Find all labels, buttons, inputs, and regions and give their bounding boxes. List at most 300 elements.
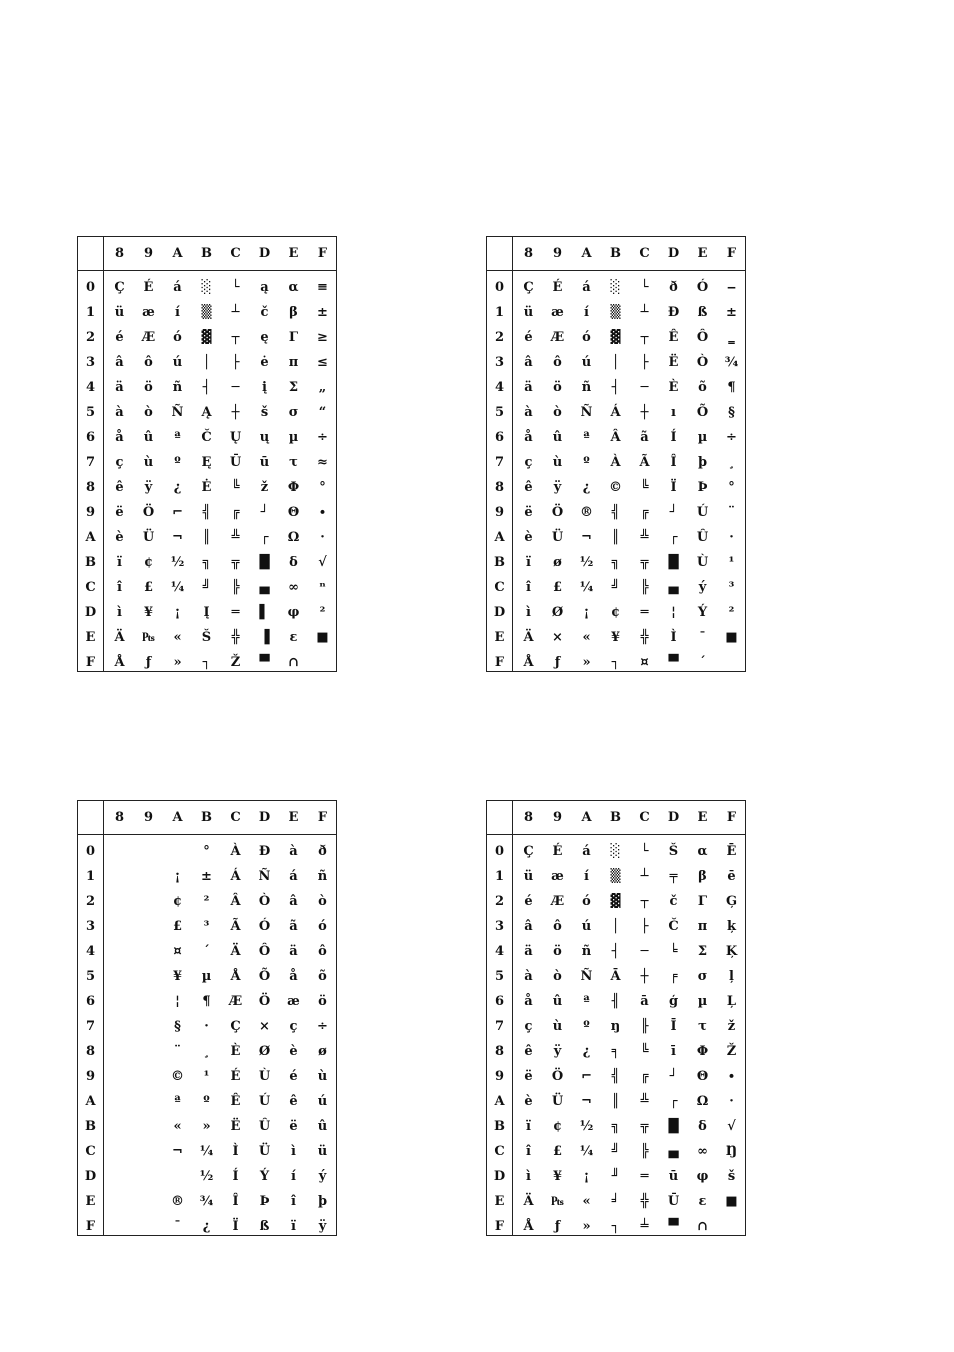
char-cell: ∙ bbox=[319, 505, 326, 520]
char-cell: · bbox=[204, 1019, 209, 1034]
char-cell: ® bbox=[580, 505, 593, 520]
char-cell: Ñ bbox=[580, 405, 593, 420]
char-cell: À bbox=[230, 844, 241, 859]
char-cell: É bbox=[552, 844, 563, 859]
char-cell: ┘ bbox=[260, 505, 269, 520]
char-cell bbox=[105, 1189, 134, 1214]
char-cell: į bbox=[262, 380, 267, 395]
char-cell: § bbox=[728, 405, 735, 420]
char-cell: « bbox=[582, 630, 591, 645]
char-cell: ë bbox=[289, 1119, 298, 1134]
char-cell: à bbox=[289, 844, 298, 859]
char-cell: Ų bbox=[229, 430, 242, 445]
char-cell: ù bbox=[552, 1019, 563, 1034]
char-cell: ≥ bbox=[317, 330, 328, 345]
char-cell: ╔ bbox=[640, 1069, 649, 1084]
char-cell: ╦ bbox=[640, 555, 649, 570]
char-cell: ∩ bbox=[697, 1219, 708, 1234]
char-cell: ╘ bbox=[669, 944, 678, 959]
char-cell: ß bbox=[259, 1219, 270, 1234]
char-cell: ÿ bbox=[144, 480, 153, 495]
row-header: D bbox=[84, 605, 97, 620]
row-header: 4 bbox=[85, 944, 96, 959]
char-cell: ╣ bbox=[611, 505, 620, 520]
char-cell: ┼ bbox=[640, 969, 649, 984]
char-cell: ╣ bbox=[611, 1069, 620, 1084]
char-cell bbox=[134, 1039, 163, 1064]
column-header: C bbox=[639, 810, 650, 825]
char-cell: £ bbox=[552, 1144, 563, 1159]
char-cell: í bbox=[291, 1169, 296, 1184]
char-cell: ù bbox=[143, 455, 154, 470]
char-cell: º bbox=[583, 455, 590, 470]
char-cell: ´ bbox=[203, 944, 210, 959]
row-header: A bbox=[85, 530, 96, 545]
char-cell: ü bbox=[317, 1144, 328, 1159]
char-cell: ó bbox=[582, 894, 591, 909]
char-cell: ╝ bbox=[202, 580, 211, 595]
char-cell bbox=[134, 1139, 163, 1164]
row-header: 0 bbox=[85, 844, 96, 859]
char-cell: ù bbox=[317, 1069, 328, 1084]
char-cell: ¬ bbox=[581, 530, 592, 545]
char-cell: à bbox=[524, 405, 533, 420]
char-cell: σ bbox=[288, 405, 299, 420]
char-cell: ┌ bbox=[260, 530, 269, 545]
char-cell: ─ bbox=[640, 944, 649, 959]
char-cell: ¿ bbox=[202, 1219, 211, 1234]
char-cell: ╠ bbox=[231, 580, 240, 595]
char-cell: ╛ bbox=[611, 1194, 620, 1209]
char-cell: þ bbox=[317, 1194, 328, 1209]
char-cell: ½ bbox=[579, 555, 594, 570]
char-cell: ŋ bbox=[610, 1019, 621, 1034]
char-cell: ╦ bbox=[640, 1119, 649, 1134]
char-cell: ý bbox=[318, 1169, 327, 1184]
char-cell: Í bbox=[670, 430, 677, 445]
char-cell: Ê bbox=[230, 1094, 241, 1109]
char-cell: Ė bbox=[201, 480, 212, 495]
char-cell: ì bbox=[526, 1169, 531, 1184]
row-header: 5 bbox=[494, 969, 505, 984]
char-cell bbox=[163, 839, 192, 864]
char-cell: ╬ bbox=[640, 1194, 649, 1209]
char-cell: Ã bbox=[230, 919, 241, 934]
char-cell: ò bbox=[144, 405, 153, 420]
char-cell: Ω bbox=[696, 1094, 709, 1109]
char-cell: ¼ bbox=[579, 580, 594, 595]
char-cell: Ñ bbox=[258, 869, 271, 884]
char-cell: Å bbox=[523, 1219, 534, 1234]
char-cell: Ķ bbox=[725, 944, 738, 959]
char-cell: Ü bbox=[551, 1094, 564, 1109]
char-cell: ║ bbox=[611, 530, 620, 545]
char-cell: ė bbox=[260, 355, 269, 370]
char-cell: Š bbox=[201, 630, 212, 645]
row-header: D bbox=[493, 605, 506, 620]
char-cell: ║ bbox=[611, 1094, 620, 1109]
char-cell: Ç bbox=[523, 844, 534, 859]
char-cell: Æ bbox=[550, 330, 565, 345]
char-cell: Ú bbox=[696, 505, 709, 520]
char-cell: ƒ bbox=[554, 655, 561, 670]
char-cell: Ą bbox=[201, 405, 212, 420]
char-cell: å bbox=[524, 994, 533, 1009]
char-cell: Û bbox=[696, 530, 709, 545]
row-header: 4 bbox=[494, 944, 505, 959]
char-cell: ÷ bbox=[726, 430, 737, 445]
row-header: 2 bbox=[85, 894, 96, 909]
char-cell: Õ bbox=[696, 405, 709, 420]
char-cell: í bbox=[584, 305, 589, 320]
char-cell: ¹ bbox=[728, 555, 735, 570]
char-cell: ╒ bbox=[669, 969, 678, 984]
char-cell: ä bbox=[524, 380, 533, 395]
char-cell: ļ bbox=[729, 969, 734, 984]
char-cell: ä bbox=[289, 944, 298, 959]
char-cell: Ω bbox=[287, 530, 300, 545]
char-cell: │ bbox=[611, 355, 620, 370]
row-header: 6 bbox=[494, 994, 505, 1009]
char-cell: Ê bbox=[668, 330, 679, 345]
char-cell: ┬ bbox=[231, 330, 240, 345]
char-cell: ‗ bbox=[728, 330, 735, 345]
char-cell: ¦ bbox=[671, 605, 676, 620]
row-header: C bbox=[494, 1144, 505, 1159]
char-cell: Ö bbox=[551, 1069, 564, 1084]
char-cell: ¨ bbox=[728, 505, 735, 520]
char-cell: ═ bbox=[640, 1169, 649, 1184]
char-cell: Ö bbox=[551, 505, 564, 520]
char-cell: δ bbox=[289, 555, 298, 570]
char-cell: ¿ bbox=[173, 480, 182, 495]
char-cell: á bbox=[289, 869, 298, 884]
char-cell: č bbox=[260, 305, 269, 320]
row-header: C bbox=[494, 580, 505, 595]
row-header: F bbox=[494, 1219, 505, 1234]
char-cell: Þ bbox=[697, 480, 708, 495]
row-header: 9 bbox=[494, 1069, 505, 1084]
char-cell: ß bbox=[697, 305, 708, 320]
char-cell: Γ bbox=[288, 330, 299, 345]
char-cell: ô bbox=[144, 355, 153, 370]
char-cell: ┤ bbox=[611, 944, 620, 959]
column-header: D bbox=[258, 246, 271, 261]
char-cell: ¨ bbox=[174, 1044, 181, 1059]
char-cell: ■ bbox=[316, 630, 329, 645]
char-cell: ₧ bbox=[142, 630, 155, 645]
char-cell bbox=[105, 1164, 134, 1189]
char-cell bbox=[105, 964, 134, 989]
column-header: D bbox=[667, 246, 680, 261]
char-cell: µ bbox=[697, 430, 708, 445]
char-cell: Ü bbox=[142, 530, 155, 545]
char-cell: ├ bbox=[640, 355, 649, 370]
char-cell: φ bbox=[287, 605, 300, 620]
char-cell: ö bbox=[144, 380, 153, 395]
char-cell: ┐ bbox=[611, 1219, 620, 1234]
row-header: 7 bbox=[494, 1019, 505, 1034]
char-cell: ├ bbox=[231, 355, 240, 370]
char-cell: ¾ bbox=[724, 355, 739, 370]
row-header: B bbox=[85, 555, 96, 570]
column-header: A bbox=[581, 246, 592, 261]
char-cell: ┌ bbox=[669, 530, 678, 545]
char-cell: î bbox=[526, 1144, 531, 1159]
char-cell: ž bbox=[727, 1019, 736, 1034]
char-cell: Ē bbox=[726, 844, 737, 859]
char-cell: ° bbox=[203, 844, 210, 859]
char-cell: Ü bbox=[551, 530, 564, 545]
char-cell: » bbox=[202, 1119, 211, 1134]
char-cell: £ bbox=[172, 919, 183, 934]
char-cell: ¤ bbox=[173, 944, 182, 959]
char-cell bbox=[105, 1014, 134, 1039]
column-header: 9 bbox=[552, 246, 563, 261]
char-cell: £ bbox=[552, 580, 563, 595]
char-cell: à bbox=[524, 969, 533, 984]
char-cell: ╩ bbox=[640, 1094, 649, 1109]
row-header: 9 bbox=[85, 1069, 96, 1084]
char-cell: ╣ bbox=[202, 505, 211, 520]
char-cell: ╤ bbox=[669, 869, 678, 884]
char-cell: ╬ bbox=[231, 630, 240, 645]
char-cell: Φ bbox=[696, 1044, 709, 1059]
char-cell bbox=[134, 889, 163, 914]
char-cell: Σ bbox=[697, 944, 708, 959]
row-header: F bbox=[494, 655, 505, 670]
char-cell: ┘ bbox=[669, 505, 678, 520]
char-cell: º bbox=[203, 1094, 210, 1109]
char-cell: π bbox=[288, 355, 299, 370]
char-cell: ▒ bbox=[610, 869, 621, 884]
char-cell: α bbox=[288, 280, 299, 295]
char-cell: Í bbox=[232, 1169, 239, 1184]
char-cell: Θ bbox=[696, 1069, 709, 1084]
char-cell: ¸ bbox=[728, 455, 735, 470]
char-cell: ê bbox=[289, 1094, 298, 1109]
char-cell: ² bbox=[319, 605, 326, 620]
char-cell: Ï bbox=[670, 480, 677, 495]
char-cell: â bbox=[524, 919, 533, 934]
char-cell: â bbox=[524, 355, 533, 370]
row-header: 0 bbox=[494, 844, 505, 859]
char-cell: ▓ bbox=[610, 330, 621, 345]
char-cell: ╩ bbox=[640, 530, 649, 545]
char-cell: ę bbox=[260, 330, 269, 345]
char-cell: └ bbox=[231, 280, 240, 295]
char-cell: ▄ bbox=[668, 1144, 679, 1159]
char-cell: í bbox=[175, 305, 180, 320]
char-cell: ┴ bbox=[640, 869, 649, 884]
char-cell: Ç bbox=[230, 1019, 241, 1034]
char-cell: ó bbox=[318, 919, 327, 934]
char-cell: ∙ bbox=[728, 1069, 735, 1084]
char-cell: Ù bbox=[258, 1069, 271, 1084]
char-cell: “ bbox=[318, 405, 327, 420]
char-cell: ± bbox=[201, 869, 212, 884]
column-header: B bbox=[201, 246, 212, 261]
char-cell: ñ bbox=[317, 869, 328, 884]
char-cell: î bbox=[117, 580, 122, 595]
row-header: 7 bbox=[85, 1019, 96, 1034]
column-header: D bbox=[667, 810, 680, 825]
char-cell: ¼ bbox=[199, 1144, 214, 1159]
char-cell: ≤ bbox=[317, 355, 328, 370]
char-cell bbox=[163, 1164, 192, 1189]
char-cell: ª bbox=[583, 994, 590, 1009]
column-header: A bbox=[581, 810, 592, 825]
char-cell: Ì bbox=[232, 1144, 239, 1159]
char-cell: ą bbox=[260, 280, 269, 295]
char-cell: ï bbox=[117, 555, 122, 570]
column-header-divider bbox=[487, 270, 745, 271]
char-cell: ¡ bbox=[583, 1169, 590, 1184]
char-cell: æ bbox=[287, 994, 300, 1009]
char-cell: ç bbox=[115, 455, 124, 470]
char-cell: Ø bbox=[551, 605, 564, 620]
char-cell: ╠ bbox=[640, 580, 649, 595]
char-cell bbox=[105, 864, 134, 889]
char-cell: Š bbox=[668, 844, 679, 859]
char-cell: š bbox=[260, 405, 269, 420]
char-cell: ķ bbox=[726, 919, 736, 934]
char-cell: ° bbox=[319, 480, 326, 495]
char-cell: └ bbox=[640, 280, 649, 295]
char-cell: ┤ bbox=[611, 380, 620, 395]
char-cell: ¶ bbox=[727, 380, 736, 395]
char-cell bbox=[134, 914, 163, 939]
char-cell: ³ bbox=[728, 580, 735, 595]
char-cell: ü bbox=[523, 305, 534, 320]
char-cell: û bbox=[552, 430, 563, 445]
char-cell: ┘ bbox=[669, 1069, 678, 1084]
char-cell: ╧ bbox=[640, 1219, 649, 1234]
char-cell: ô bbox=[553, 355, 562, 370]
char-cell: ¡ bbox=[583, 605, 590, 620]
char-cell: µ bbox=[697, 994, 708, 1009]
char-cell: ª bbox=[583, 430, 590, 445]
char-cell: ñ bbox=[581, 380, 592, 395]
char-cell: á bbox=[582, 280, 591, 295]
char-cell: ģ bbox=[668, 994, 679, 1009]
row-header: 6 bbox=[85, 430, 96, 445]
char-cell: » bbox=[173, 655, 182, 670]
char-cell: ı bbox=[671, 405, 676, 420]
char-cell: ┴ bbox=[640, 305, 649, 320]
char-cell: ┐ bbox=[611, 655, 620, 670]
char-cell: û bbox=[143, 430, 154, 445]
column-header: 8 bbox=[523, 810, 534, 825]
char-cell: û bbox=[552, 994, 563, 1009]
char-cell: ü bbox=[523, 869, 534, 884]
row-header: 8 bbox=[494, 480, 505, 495]
row-header: D bbox=[84, 1169, 97, 1184]
char-cell: Ù bbox=[696, 555, 709, 570]
char-cell: ½ bbox=[199, 1169, 214, 1184]
char-cell: Ï bbox=[232, 1219, 239, 1234]
row-header: 8 bbox=[85, 480, 96, 495]
char-cell: Ģ bbox=[725, 894, 738, 909]
column-header: F bbox=[726, 246, 737, 261]
char-cell: æ bbox=[551, 869, 564, 884]
char-cell: ª bbox=[174, 1094, 181, 1109]
char-cell: ┴ bbox=[231, 305, 240, 320]
code-page-table-4 bbox=[486, 800, 746, 1236]
column-header: D bbox=[258, 810, 271, 825]
char-cell: ª bbox=[174, 430, 181, 445]
char-cell: ε bbox=[289, 630, 298, 645]
char-cell bbox=[134, 939, 163, 964]
row-header: 8 bbox=[494, 1044, 505, 1059]
char-cell: · bbox=[729, 530, 734, 545]
char-cell: ² bbox=[203, 894, 210, 909]
char-cell: ╔ bbox=[640, 505, 649, 520]
char-cell: ÿ bbox=[553, 1044, 562, 1059]
row-header: E bbox=[85, 1194, 96, 1209]
char-cell: á bbox=[173, 280, 182, 295]
row-header: E bbox=[494, 630, 505, 645]
char-cell: ╝ bbox=[611, 1144, 620, 1159]
char-cell: Ò bbox=[258, 894, 271, 909]
char-cell: ¬ bbox=[172, 1144, 183, 1159]
row-header: 1 bbox=[494, 305, 505, 320]
char-cell: ┤ bbox=[202, 380, 211, 395]
row-header: 1 bbox=[494, 869, 505, 884]
char-cell: ┐ bbox=[202, 655, 211, 670]
row-header: 3 bbox=[85, 355, 96, 370]
char-cell: é bbox=[289, 1069, 298, 1084]
column-header: B bbox=[610, 810, 621, 825]
char-cell: ø bbox=[553, 555, 562, 570]
char-cell: Ī bbox=[670, 1019, 677, 1034]
char-cell: Õ bbox=[258, 969, 271, 984]
char-cell: Ę bbox=[201, 455, 212, 470]
char-cell: É bbox=[143, 280, 154, 295]
char-cell: Ū bbox=[667, 1194, 680, 1209]
char-cell: î bbox=[526, 580, 531, 595]
char-cell: î bbox=[291, 1194, 296, 1209]
row-header: 5 bbox=[494, 405, 505, 420]
row-header: 2 bbox=[494, 894, 505, 909]
column-header: 9 bbox=[552, 810, 563, 825]
char-cell: ╕ bbox=[611, 1044, 620, 1059]
char-cell: ø bbox=[318, 1044, 327, 1059]
row-header: A bbox=[494, 530, 505, 545]
column-header: F bbox=[726, 810, 737, 825]
char-cell: φ bbox=[696, 1169, 709, 1184]
char-cell: ¾ bbox=[199, 1194, 214, 1209]
char-cell: Ä bbox=[523, 1194, 534, 1209]
char-cell: · bbox=[729, 1094, 734, 1109]
row-header: 0 bbox=[85, 280, 96, 295]
char-cell: ú bbox=[581, 355, 592, 370]
char-cell: ë bbox=[524, 505, 533, 520]
char-cell bbox=[717, 650, 746, 675]
char-cell: í bbox=[584, 869, 589, 884]
char-cell: Θ bbox=[287, 505, 300, 520]
row-header: A bbox=[494, 1094, 505, 1109]
char-cell: Č bbox=[668, 919, 679, 934]
char-cell: ± bbox=[726, 305, 737, 320]
row-header: 2 bbox=[494, 330, 505, 345]
char-cell: Σ bbox=[288, 380, 299, 395]
char-cell: © bbox=[609, 480, 622, 495]
char-cell: √ bbox=[727, 1119, 736, 1134]
char-cell: Ü bbox=[258, 1144, 271, 1159]
char-cell: Ž bbox=[726, 1044, 737, 1059]
char-cell: ô bbox=[553, 919, 562, 934]
